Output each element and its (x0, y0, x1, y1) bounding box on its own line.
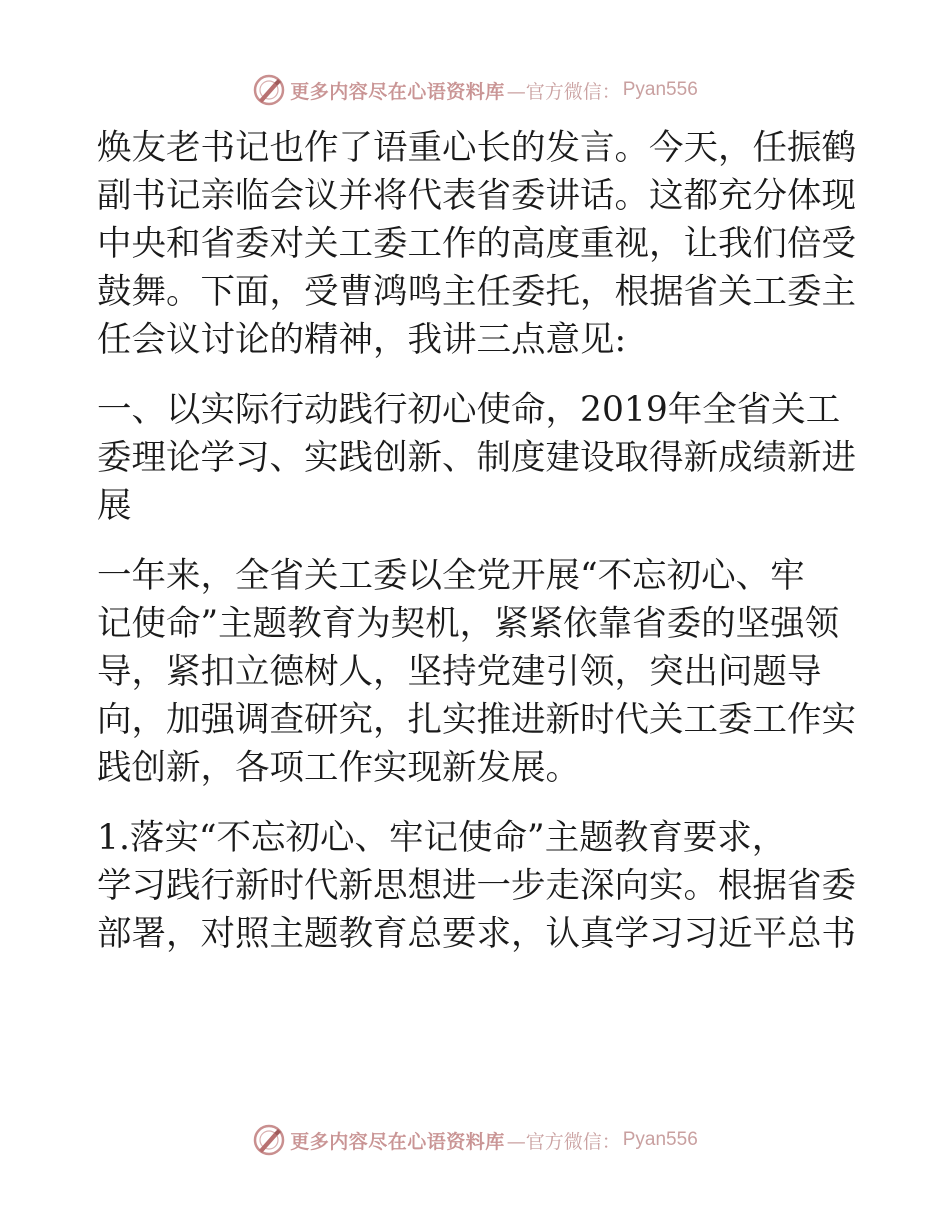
paragraph-summary (97, 552, 857, 792)
text-line: 践创新，各项工作实现新发展。 (97, 748, 580, 788)
header-contact-label: —官方微信： (506, 80, 621, 103)
text-line: 向，加强调查研究，扎实推进新时代关工委工作实 (97, 700, 856, 740)
heading-line: 委理论学习、实践创新、制度建设取得新成绩新进 (97, 438, 856, 478)
paragraph-intro (97, 124, 857, 364)
heading-line: 展 (97, 486, 132, 526)
header-brand-text: 更多内容尽在心语资料库 (290, 80, 505, 103)
footer-contact-id: Pyan556 (622, 1129, 698, 1150)
text-line: 一年来，全省关工委以全党开展“不忘初心、牢 (97, 556, 805, 596)
pen-seal-icon (252, 73, 286, 107)
text-line: 导，紧扣立德树人，坚持党建引领，突出问题导 (97, 652, 822, 692)
text-line: 副书记亲临会议并将代表省委讲话。这都充分体现 (97, 176, 856, 216)
heading-line: 一、以实际行动践行初心使命，2019年全省关工 (97, 390, 841, 430)
text-line: 任会议讨论的精神，我讲三点意见: (97, 320, 627, 360)
footer-watermark (0, 1120, 950, 1160)
header-contact-id: Pyan556 (622, 79, 698, 100)
text-line: 部署，对照主题教育总要求，认真学习习近平总书 (97, 914, 856, 954)
footer-contact-label: —官方微信： (506, 1130, 621, 1153)
header-watermark (0, 70, 950, 110)
text-line: 中央和省委对关工委工作的高度重视，让我们倍受 (97, 224, 856, 264)
text-line: 焕友老书记也作了语重心长的发言。今天，任振鹤 (97, 128, 856, 168)
pen-seal-icon (252, 1123, 286, 1157)
footer-brand-text: 更多内容尽在心语资料库 (290, 1130, 505, 1153)
section-heading (97, 386, 857, 530)
text-line: 学习践行新时代新思想进一步走深向实。根据省委 (97, 866, 856, 906)
text-line: 1.落实“不忘初心、牢记使命”主题教育要求， (97, 818, 787, 858)
document-body (97, 124, 857, 958)
paragraph-item-1 (97, 814, 857, 958)
text-line: 记使命”主题教育为契机，紧紧依靠省委的坚强领 (97, 604, 840, 644)
text-line: 鼓舞。下面，受曹鸿鸣主任委托，根据省关工委主 (97, 272, 856, 312)
